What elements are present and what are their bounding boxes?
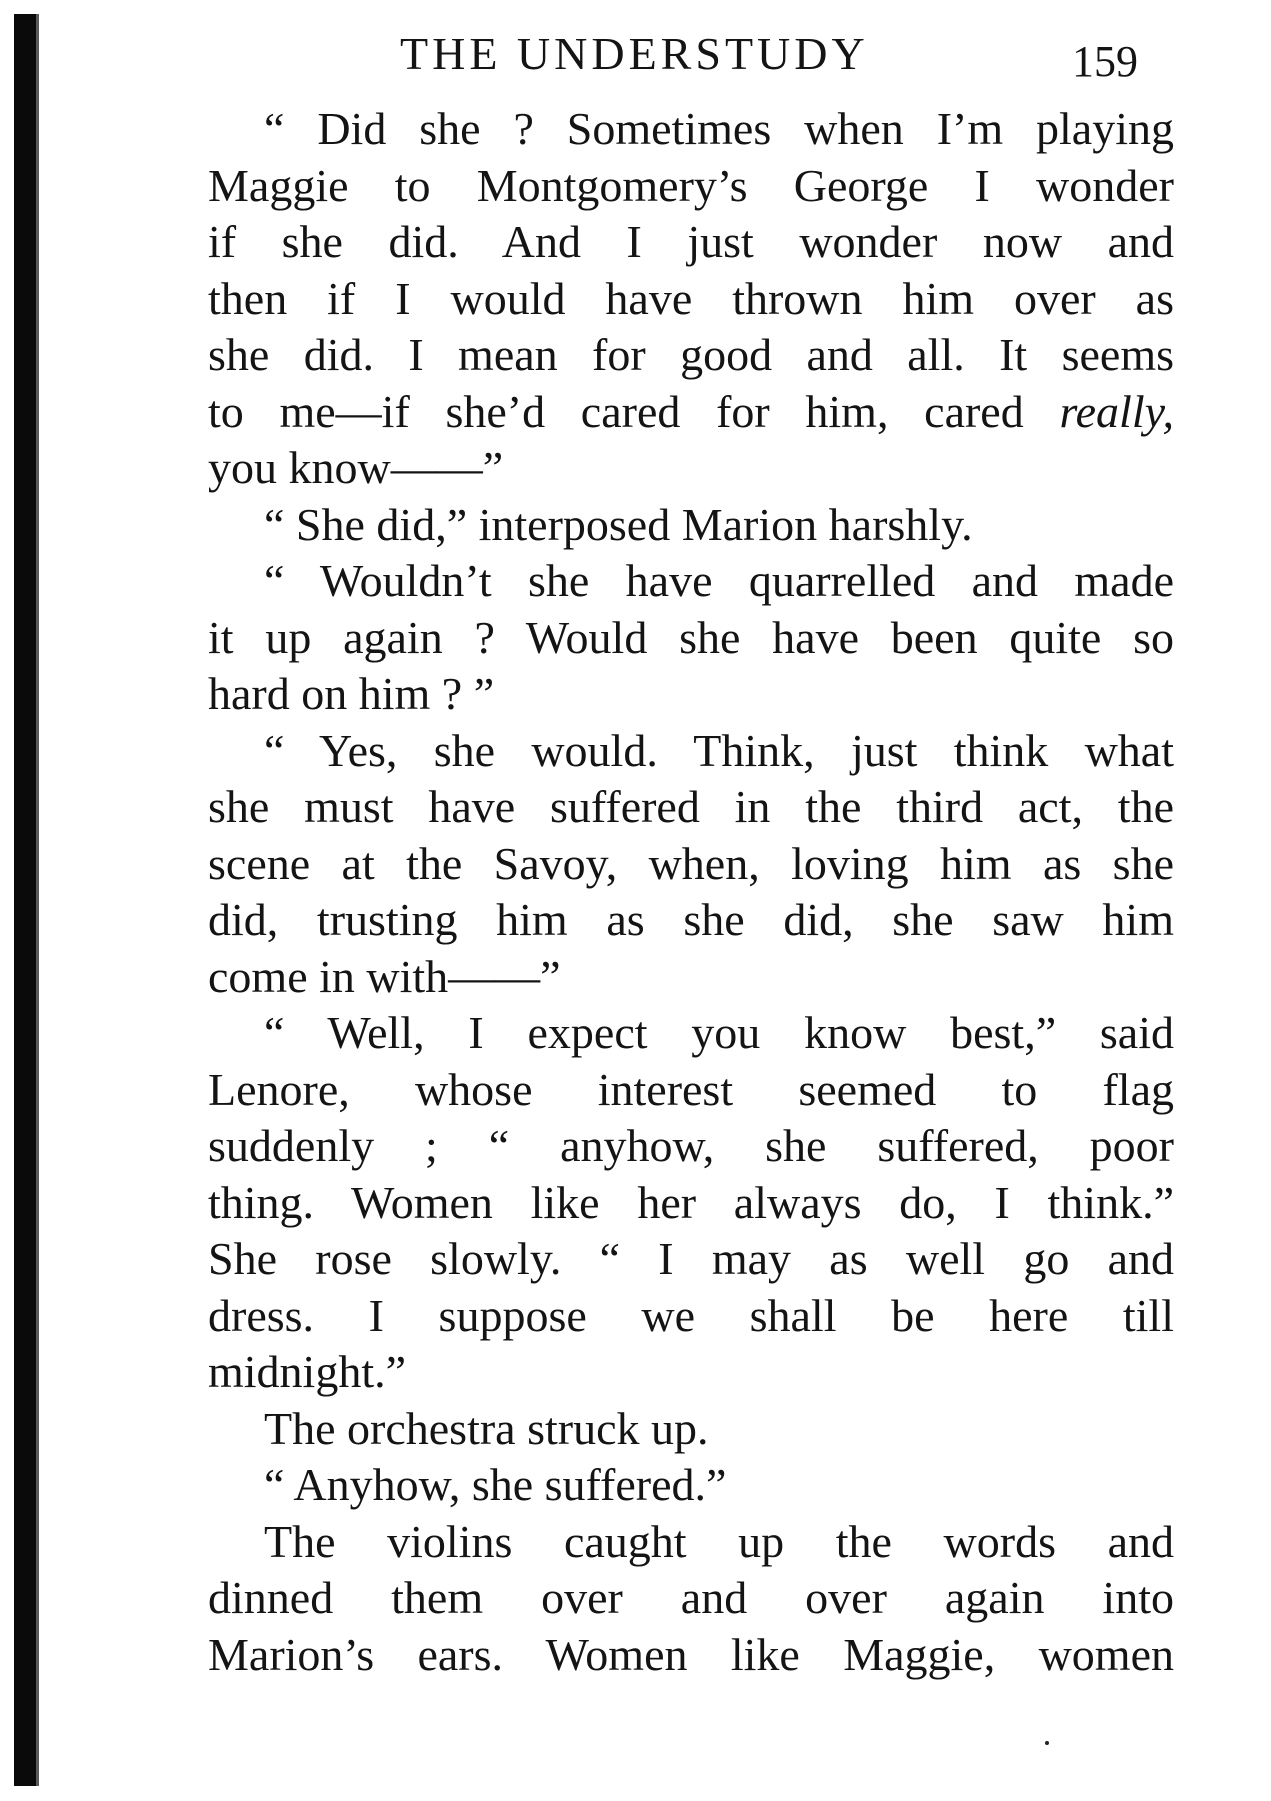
- text-line-content: suddenly ; “ anyhow, she suffered, poor: [208, 1120, 1174, 1171]
- text-line: [208, 440, 1174, 497]
- text-line-content: did, trusting him as she did, she saw him: [208, 894, 1174, 945]
- text-line-content: midnight.”: [208, 1346, 407, 1397]
- text-line: [208, 1457, 1174, 1514]
- text-line: [208, 553, 1174, 610]
- text-line: [208, 1062, 1174, 1119]
- text-line-content: The orchestra struck up.: [264, 1402, 709, 1454]
- text-line: [208, 892, 1174, 949]
- text-line: [208, 214, 1174, 271]
- text-line-content: you know——”: [208, 442, 504, 493]
- text-line: [208, 1175, 1174, 1232]
- text-line: [208, 384, 1174, 441]
- page-header: [400, 24, 1170, 84]
- text-line: [208, 497, 1174, 554]
- text-line-content: dress. I suppose we shall be here till: [208, 1289, 1174, 1341]
- text-line: [208, 158, 1174, 215]
- text-line-content: she must have suffered in the third act, the: [208, 781, 1174, 832]
- text-line-content: dinned them over and over again into: [208, 1572, 1174, 1623]
- text-line: [208, 271, 1174, 328]
- text-line-content: “ Anyhow, she suffered.”: [264, 1459, 727, 1510]
- text-line: [208, 1401, 1174, 1458]
- text-line-content: “ Wouldn’t she have quarrelled and made: [264, 555, 1174, 606]
- text-line: [208, 1231, 1174, 1288]
- text-line-content: Marion’s ears. Women like Maggie, women: [208, 1628, 1174, 1680]
- text-line: [208, 779, 1174, 836]
- text-line: [208, 666, 1174, 723]
- text-line: [208, 1344, 1174, 1401]
- text-line-content: it up again ? Would she have been quite so: [208, 611, 1174, 663]
- text-line: [208, 101, 1174, 158]
- text-line-content: then if I would have thrown him over as: [208, 272, 1174, 324]
- page-number: 159: [1072, 37, 1138, 86]
- text-line: [208, 327, 1174, 384]
- text-line-content: “ Well, I expect you know best,” said: [264, 1007, 1174, 1058]
- text-line-content: “ Yes, she would. Think, just think what: [264, 724, 1174, 776]
- text-line: [208, 1005, 1174, 1062]
- body-text: [208, 101, 1174, 1683]
- text-line-content: hard on him ? ”: [208, 668, 495, 719]
- text-line-content: to me—if she’d cared for him, cared: [208, 385, 1060, 437]
- text-line-content: scene at the Savoy, when, loving him as she: [208, 837, 1174, 889]
- text-line-content: The violins caught up the words and: [264, 1515, 1174, 1567]
- text-line: [208, 949, 1174, 1006]
- text-line: [208, 1627, 1174, 1684]
- text-line: [208, 1118, 1174, 1175]
- text-line-content: “ Did she ? Sometimes when I’m playing: [264, 103, 1174, 154]
- text-line: [208, 723, 1174, 780]
- print-speck: [1045, 1741, 1049, 1745]
- text-line-content: she did. I mean for good and all. It seems: [208, 329, 1174, 380]
- text-line: [208, 836, 1174, 893]
- text-line-content: “ She did,” interposed Marion harshly.: [264, 498, 973, 550]
- text-line-content: Maggie to Montgomery’s George I wonder: [208, 159, 1174, 211]
- italic-emphasis: really,: [1059, 385, 1174, 437]
- text-line-content: thing. Women like her always do, I think.”: [208, 1176, 1174, 1228]
- text-line: [208, 1288, 1174, 1345]
- text-line: [208, 610, 1174, 667]
- binding-gutter-shadow: [14, 14, 36, 1786]
- running-title: THE UNDERSTUDY: [400, 28, 869, 79]
- text-line-content: She rose slowly. “ I may as well go and: [208, 1233, 1174, 1284]
- text-line: [208, 1570, 1174, 1627]
- text-line-content: Lenore, whose interest seemed to flag: [208, 1063, 1174, 1115]
- text-line: [208, 1514, 1174, 1571]
- text-line-content: come in with——”: [208, 950, 561, 1002]
- text-line-content: if she did. And I just wonder now and: [208, 216, 1174, 267]
